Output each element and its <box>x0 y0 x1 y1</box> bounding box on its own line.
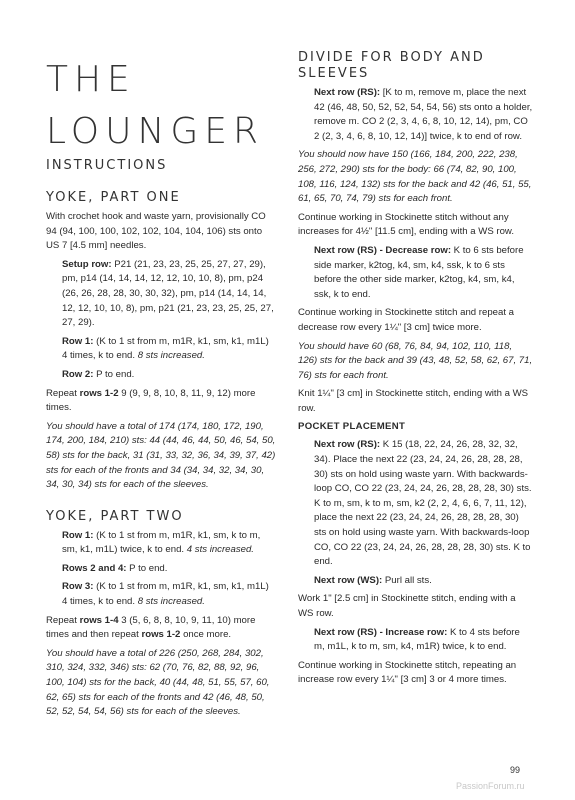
setup-row-text: P21 (21, 23, 23, 25, 25, 27, 27, 29), pm, p14 (14, 14, 14, 12, 12, 10, 10, 8), pm, p24 (26, 26, 28, 28, 30, 30, 32), pm, p14 (14, 14, 14, 12, 12, 10, 10, 8), pm, p21 (21, 23, 23, 25, 25, 27, 27, 29). <box>62 258 274 329</box>
ws-row-text: Purl all sts. <box>382 574 432 586</box>
instructions-heading: INSTRUCTIONS <box>46 158 168 173</box>
row3-text: (K to 1 st from m, m1R, k1, sm, k1, m1L) 4 times, k to end. <box>62 581 269 608</box>
yoke1-total: You should have a total of 174 (174, 180, 172, 190, 174, 200, 184, 210) sts: 44 (44, 46, 44, 50, 46, 54, 50, 58) sts for the back, 31 (31, 33, 32, 36, 34, 39, 37, 42) sts for each of the fronts and 34 (34, 34, 32, 34, 30, 34, 30, 34) sts for each of the sleeves. <box>46 420 276 491</box>
next-row-label: Next row (RS): <box>314 439 381 451</box>
row1-label: Row 1: <box>62 335 94 347</box>
decrease-row-label: Next row (RS) - Decrease row: <box>314 244 452 256</box>
ws-row-label: Next row (WS): <box>314 574 383 586</box>
row1-label: Row 1: <box>62 529 94 541</box>
divide-total-2: You should have 60 (68, 76, 84, 94, 102, 110, 118, 126) sts for the back and 39 (43, 48, 52, 58, 62, 67, 71, 76) sts for each front. <box>298 340 533 381</box>
divide-continue: Continue working in Stockinette stitch without any increases for 4½" [11.5 cm], ending with a WS row. <box>298 211 514 238</box>
watermark: PassionForum.ru <box>456 781 525 791</box>
yoke2-row3 <box>46 580 276 609</box>
divide-next-row <box>298 86 533 144</box>
repeat-post: 9 (9, 9, 8, 10, 8, 11, 9, 12) more times. <box>46 387 256 414</box>
yoke2-row1 <box>46 529 276 558</box>
pocket-ws-row <box>298 574 533 589</box>
title-line-2: LOUNGER <box>46 111 265 152</box>
increase-row-text: K to 4 sts before m, m1L, k to m, sm, k4, m1R) twice, k to end. <box>314 626 520 653</box>
next-row-label: Next row (RS): <box>314 87 381 98</box>
next-row-text: [K to m, remove m, place the next 42 (46, 48, 50, 52, 52, 54, 54, 56) sts onto a holder, remove m. CO 2 (2, 3, 4, 6, 8, 10, 12, 14), pm, CO 2 (2, 3, 4, 6, 8, 10, 12, 14)] twice, k to end of row. <box>314 87 533 142</box>
repeat-mid: 3 (5, 6, 8, 8, 10, 9, 11, 10) more times and then repeat <box>46 614 256 641</box>
yoke2-total: You should have a total of 226 (250, 268, 284, 302, 310, 324, 332, 346) sts: 62 (70, 76, 82, 88, 92, 96, 100, 104) sts for the back, 40 (44, 48, 51, 55, 57, 60, 62, 65) sts for each of the fronts and 42 (46, 48, 50, 52, 52, 54, 54, 56) sts for each of the sleeves. <box>46 647 270 718</box>
title-line-1: THE <box>46 59 136 100</box>
next-row-text: K 15 (18, 22, 24, 26, 28, 32, 32, 34). Place the next 22 (23, 24, 24, 26, 28, 28, 28, 30) sts on hold using waste yarn. With backwards-loop CO, CO 22 (23, 24, 24, 26, 28, 28, 28, 30) sts. K to m, sm, k to m, sm, k2 (2, 2, 4, 6, 6, 7, 11, 12), place the next 22 (23, 24, 24, 26, 28, 28, 28, 30) sts on hold using waste yarn. With backwards-loop CO, CO 22 (23, 24, 24, 26, 28, 28, 28, 30) sts. K to end. <box>314 439 532 568</box>
row1-note: 8 sts increased. <box>137 350 205 362</box>
rows24-label: Rows 2 and 4: <box>62 562 127 574</box>
divide-total: You should now have 150 (166, 184, 200, 222, 238, 256, 272, 290) sts for the body: 66 (74, 82, 90, 100, 108, 116, 124, 132) sts for the back and 42 (46, 51, 55, 61, 65, 70, 74, 79) sts for each front. <box>298 149 532 205</box>
pocket-continue: Continue working in Stockinette stitch, repeating an increase row every 1¼" [3 cm] 3 or 4 more times. <box>298 659 517 686</box>
row1-text: (K to 1 st from m, m1R, k1, sm, k to m, sm, k1, m1L) twice, k to end. <box>62 529 261 556</box>
pocket-work: Work 1" [2.5 cm] in Stockinette stitch, ending with a WS row. <box>298 593 516 619</box>
yoke-part-two-heading: YOKE, PART TWO <box>46 508 184 524</box>
setup-row <box>46 258 276 331</box>
row3-label: Row 3: <box>62 581 94 593</box>
yoke1-row1 <box>46 335 276 364</box>
increase-row-label: Next row (RS) - Increase row: <box>314 626 448 638</box>
repeat-bold-1: rows 1-4 <box>79 614 119 626</box>
row1-note: 4 sts increased. <box>186 544 254 556</box>
repeat-bold-2: rows 1-2 <box>141 629 181 641</box>
row2-text: P to end. <box>93 368 135 380</box>
divide-continue-2: Continue working in Stockinette stitch and repeat a decrease row every 1¼" [3 cm] twice more. <box>298 307 514 333</box>
yoke-part-one-heading: YOKE, PART ONE <box>46 190 181 205</box>
page-number: 99 <box>510 765 521 775</box>
yoke1-row2 <box>46 368 276 383</box>
repeat-pre: Repeat <box>46 614 80 626</box>
yoke2-repeat <box>46 614 276 643</box>
decrease-row-text: K to 6 sts before side marker, k2tog, k4, sm, k4, ssk, k to 6 sts before the other side marker, k2tog, k4, sm, k4, ssk, k to end. <box>314 244 524 300</box>
yoke1-repeat <box>46 387 276 416</box>
setup-row-label: Setup row: <box>62 258 112 270</box>
yoke2-rows24 <box>46 562 276 577</box>
row3-note: 8 sts increased. <box>137 596 205 608</box>
divide-knit: Knit 1¼" [3 cm] in Stockinette stitch, ending with a WS row. <box>298 388 529 414</box>
repeat-post: once more. <box>180 629 232 641</box>
increase-row <box>298 626 533 655</box>
divide-heading: DIVIDE FOR BODY AND SLEEVES <box>298 50 485 81</box>
pocket-heading: POCKET PLACEMENT <box>298 421 406 433</box>
decrease-row <box>298 244 533 302</box>
row2-label: Row 2: <box>62 368 94 380</box>
yoke1-intro: With crochet hook and waste yarn, provisionally CO 94 (94, 100, 100, 102, 102, 104, 104, 106) sts onto US 7 [4.5 mm] needles. <box>46 211 266 252</box>
rows24-text: P to end. <box>126 562 168 574</box>
pocket-next-row <box>298 438 533 569</box>
repeat-bold: rows 1-2 <box>79 387 119 399</box>
row1-text: (K to 1 st from m, m1R, k1, sm, k1, m1L) 4 times, k to end. <box>62 335 269 362</box>
repeat-pre: Repeat <box>46 387 80 399</box>
